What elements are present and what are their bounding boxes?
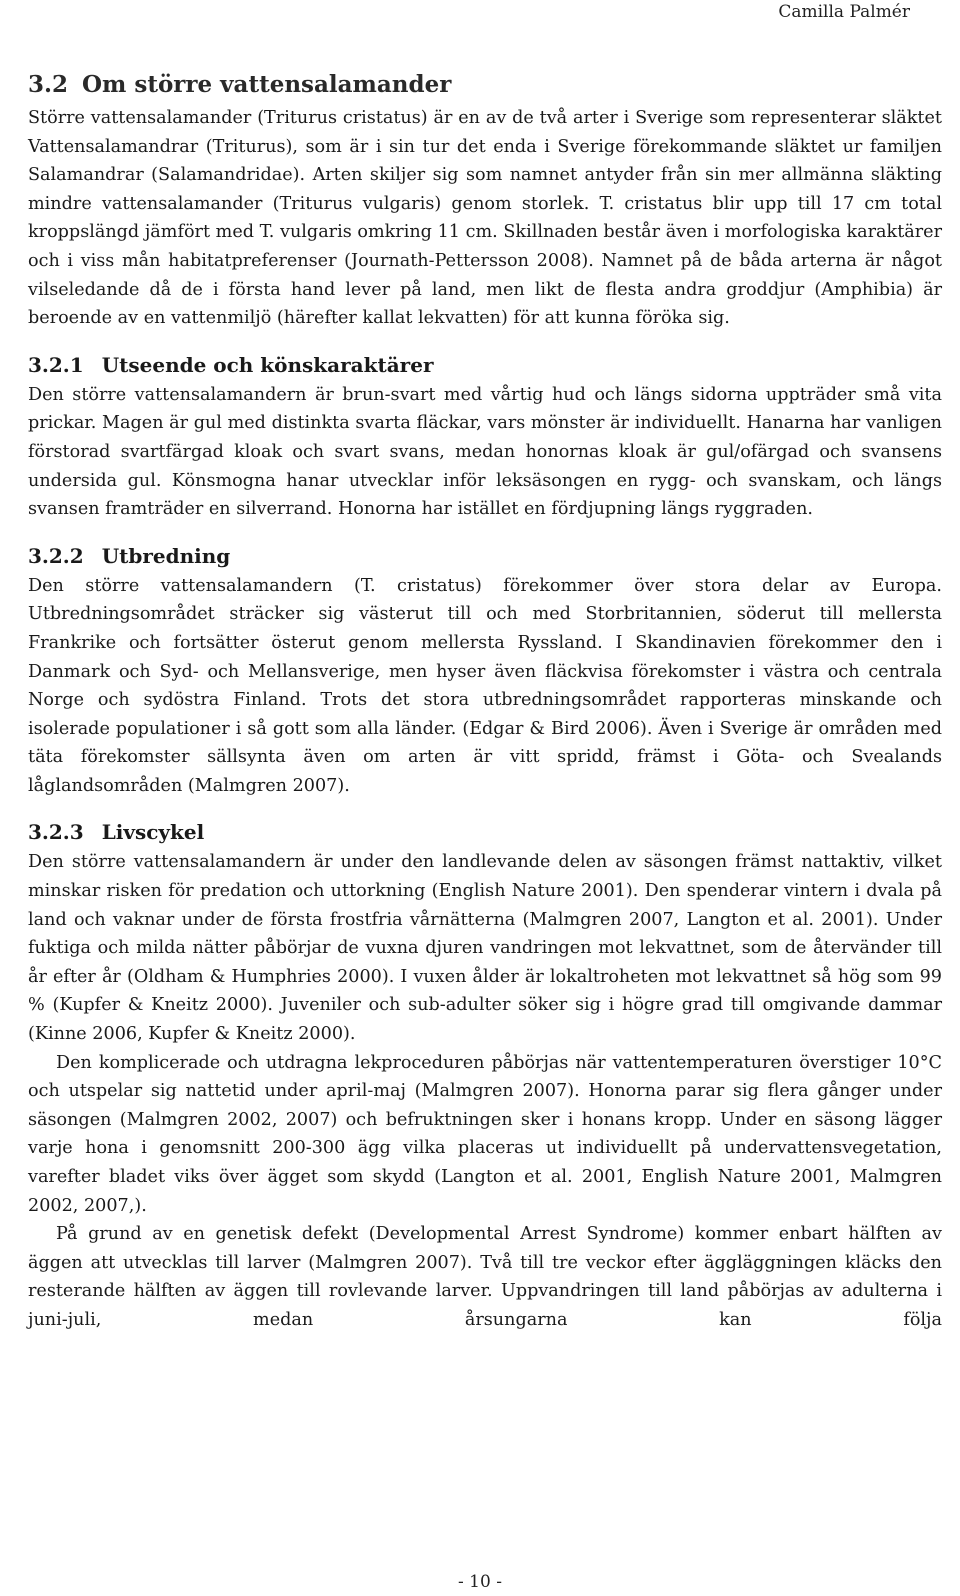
distribution-paragraph: Den större vattensalamandern (T. cristatus) förekommer över stora delar av Europa. Utbredningsområdet sträcker sig västerut till och med Storbritannien, söderut till mellersta Frankrike och fortsätter österut genom mellersta Ryssland. I Skandinavien förekommer den i Danmark och Syd- och Mellansverige, men hyser även fläckvisa förekomster i västra och centrala Norge och sydöstra Finland. Trots det stora utbredningsområdet rapporteras minskande och isolerade populationer i så gott som alla länder. (Edgar & Bird 2006). Även i Sverige är områden med täta förekomster sällsynta även om arten är vitt spridd, främst i Göta- och Svealands låglandsområden (Malmgren 2007). [28, 575, 942, 796]
page-number: - 10 - [458, 1572, 502, 1592]
subsection-number: 3.2.3 [28, 820, 84, 845]
running-header: Camilla Palmér [778, 2, 910, 22]
subsection-number: 3.2.1 [28, 352, 84, 377]
subsection-heading-distribution [28, 542, 942, 570]
lifecycle-paragraph-2: Den komplicerade och utdragna lekproceduren påbörjas när vattentemperaturen överstiger 10°C och utspelar sig nattetid under april-maj (Malmgren 2007). Honorna parar sig flera gånger under säsongen (Malmgren 2002, 2007) och befruktningen sker i honans kropp. Under en säsong lägger varje hona i genomsnitt 200-300 ägg vilka placeras ut individuellt på undervattensvegetation, varefter bladet viks över ägget som skydd (Langton et al. 2001, English Nature 2001, Malmgren 2002, 2007,). [28, 1052, 942, 1216]
section-intro-paragraph: Större vattensalamander (Triturus cristatus) är en av de två arter i Sverige som representerar släktet Vattensalamandrar (Triturus), som är i sin tur det enda i Sverige förekommande släktet ur familjen Salamandrar (Salamandridae). Arten skiljer sig som namnet antyder från sin mer allmänna släkting mindre vattensalamander (Triturus vulgaris) genom storlek. T. cristatus blir upp till 17 cm total kroppslängd jämfört med T. vulgaris omkring 11 cm. Skillnaden består även i morfologiska karaktärer och i viss mån habitatpreferenser (Journath-Pettersson 2008). Namnet på de båda arterna är något vilseledande då de i första hand lever på land, men likt de flesta andra groddjur (Amphibia) är beroende av en vattenmiljö (härefter kallat lekvatten) för att kunna föröka sig. [28, 108, 942, 329]
lifecycle-paragraph-3: På grund av en genetisk defekt (Developmental Arrest Syndrome) kommer enbart hälften av äggen att utvecklas till larver (Malmgren 2007). Två till tre veckor efter äggläggningen kläcks den resterande hälften av äggen till rovlevande larver. Uppvandringen till land påbörjas av adulterna i juni-juli, medan årsungarna kan följa [28, 1224, 942, 1330]
subsection-number: 3.2.2 [28, 543, 84, 568]
subsection-title: Utseende och könskaraktärer [101, 352, 434, 377]
subsection-title: Livscykel [101, 820, 205, 845]
section-heading [28, 70, 942, 100]
page-content [28, 70, 942, 1335]
subsection-heading-appearance [28, 351, 942, 379]
section-number: 3.2 [28, 71, 69, 98]
appearance-paragraph: Den större vattensalamandern är brun-svart med vårtig hud och längs sidorna uppträder små vita prickar. Magen är gul med distinkta svarta fläckar, vars mönster är individuellt. Hanarna har vanligen förstorad svartfärgad kloak och svart svans, medan honornas kloak är gul/ofärgad och svansens undersida gul. Könsmogna hanar utvecklar inför leksäsongen en rygg- och svanskam, och längs svansen framträder en silverrand. Honorna har istället en fördjupning längs ryggraden. [28, 384, 942, 520]
subsection-title: Utbredning [101, 543, 231, 568]
subsection-heading-lifecycle [28, 818, 942, 846]
section-title: Om större vattensalamander [82, 71, 452, 98]
lifecycle-paragraph-1: Den större vattensalamandern är under den landlevande delen av säsongen främst nattaktiv, vilket minskar risken för predation och uttorkning (English Nature 2001). Den spenderar vintern i dvala på land och vaknar under de första frostfria vårnätterna (Malmgren 2007, Langton et al. 2001). Under fuktiga och milda nätter påbörjar de vuxna djuren vandringen mot lekvattnet, som de återvänder till år efter år (Oldham & Humphries 2000). I vuxen ålder är lokaltroheten mot lekvattnet så hög som 99 % (Kupfer & Kneitz 2000). Juveniler och sub-adulter söker sig i högre grad till omgivande dammar (Kinne 2006, Kupfer & Kneitz 2000). [28, 852, 942, 1045]
